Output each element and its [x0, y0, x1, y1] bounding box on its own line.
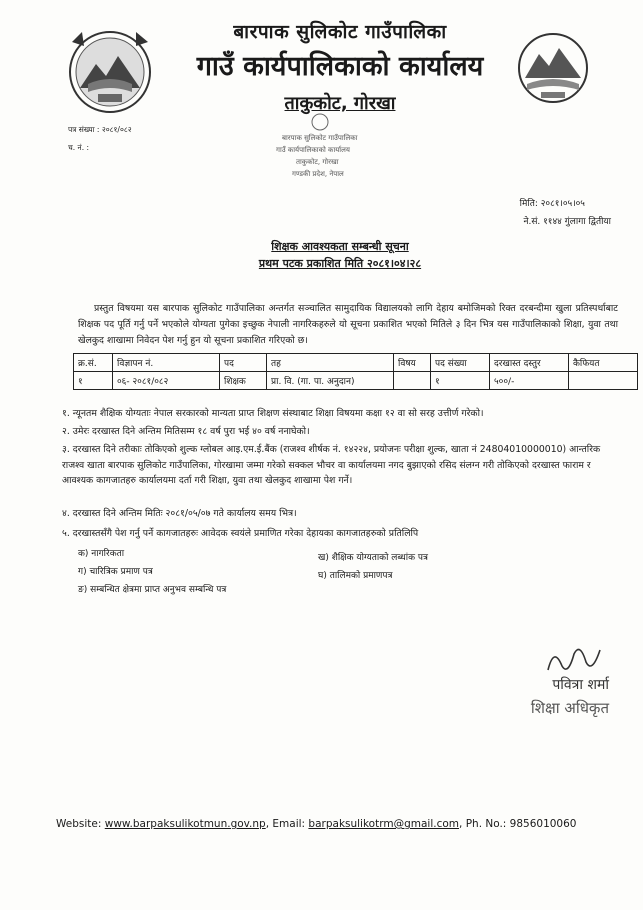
table-header: विज्ञापन नं. — [113, 354, 220, 372]
website-label: Website: — [56, 818, 102, 830]
notice-published-date: प्रथम पटक प्रकाशित मिति २०८१।०४।२८ — [258, 257, 422, 270]
table-cell: ०६- २०८१/०८२ — [113, 372, 220, 390]
table-header-row — [74, 354, 638, 372]
notice-subject — [240, 238, 440, 272]
document-ga: ग) चारित्रिक प्रमाण पत्र — [78, 567, 153, 577]
dispatch-number: च. नं. : — [68, 143, 89, 152]
table-cell: प्रा. वि. (गा. पा. अनुदान) — [267, 372, 394, 390]
table-cell: ५००/- — [490, 372, 569, 390]
municipality-name: बारपाक सुलिकोट गाउँपालिका — [233, 21, 447, 43]
table-row — [74, 372, 638, 390]
document-ka: क) नागरिकता — [78, 549, 125, 559]
point-5: ५. दरखास्तसँगै पेश गर्नु पर्ने कागजातहरुः आवेदक स्वयंले प्रमाणित गरेका देहायका कागजातहरुको प्रतिलिपि — [62, 528, 419, 539]
office-address: ताकुकोट, गोरखा — [284, 93, 396, 114]
table-cell: १ — [431, 372, 490, 390]
table-cell: १ — [74, 372, 113, 390]
table-cell — [394, 372, 431, 390]
table-header: पद संख्या — [431, 354, 490, 372]
phone-number: Ph. No.: 9856010060 — [465, 818, 577, 830]
notice-body: प्रस्तुत विषयमा यस बारपाक सुलिकोट गाउँपालिका अन्तर्गत सञ्चालित सामुदायिक विद्यालयको लागि देहाय बमोजिमको रिक्त दरबन्दीमा खुला प्रतिस्पर्धाबाट शिक्षक पद पूर्ति गर्नु पर्ने भएकोले योग्यता पुगेका इच्छुक नेपाली नागरिकहरुले यो सूचना प्रकाशित भएको मितिले ३ दिन भित्र यस गाउँपालिकाको शिक्षा, युवा तथा खेलकुद शाखामा निवेदन पेश गर्नु हुन यो सूचना प्रकाशित गरिएको छ। — [78, 303, 618, 346]
office-name: गाउँ कार्यपालिकाको कार्यालय — [196, 51, 484, 82]
document-nga: ङ) सम्बन्धित क्षेत्रमा प्राप्त अनुभव सम्बन्धि पत्र — [78, 585, 227, 595]
table-header: क्र.सं. — [74, 354, 113, 372]
table-header: विषय — [394, 354, 431, 372]
vacancy-table — [73, 353, 638, 390]
notice-title: शिक्षक आवश्यकता सम्बन्धी सूचना — [271, 240, 409, 253]
letter-date: मिति: २०८१।०५।०५ — [519, 199, 585, 209]
table-header: कैफियत — [569, 354, 638, 372]
letter-number: पत्र संख्या : २०८१/०८२ — [68, 125, 132, 134]
office-stamp — [268, 110, 372, 186]
document-kha: ख) शैक्षिक योग्यताको लब्धांक पत्र — [318, 553, 428, 563]
municipality-logo — [515, 28, 591, 110]
table-header: तह — [267, 354, 394, 372]
website-link[interactable]: www.barpaksulikotmun.gov.np — [104, 818, 266, 830]
email-link[interactable]: barpaksulikotrm@gmail.com — [308, 818, 460, 830]
table-header: दरखास्त दस्तुर — [490, 354, 569, 372]
stamp-line-1: बारपाक सुलिकोट गाउँपालिका — [282, 134, 358, 142]
table-header: पद — [220, 354, 267, 372]
nepal-emblem-logo — [62, 22, 158, 118]
signature-block — [531, 675, 609, 718]
table-cell: शिक्षक — [220, 372, 267, 390]
handwritten-signature — [540, 640, 610, 680]
footer: Website: www.barpaksulikotmun.gov.np, Email: barpaksulikotrm@gmail.com, Ph. No.: 9856010060 — [56, 818, 577, 830]
point-4: ४. दरखास्त दिने अन्तिम मितिः २०८१/०५/०७ गते कार्यालय समय भित्र। — [62, 508, 297, 519]
nepal-sambat-date: ने.सं. ११४४ गुंलागा द्वितीया — [523, 217, 611, 227]
document-gha: घ) तालिमको प्रमाणपत्र — [318, 571, 393, 581]
stamp-line-4: गण्डकी प्रदेश, नेपाल — [292, 170, 344, 178]
stamp-line-3: ताकुकोट, गोरखा — [296, 158, 339, 166]
signatory-name: पवित्रा शर्मा — [552, 677, 609, 693]
point-3: ३. दरखास्त दिने तरीकाः तोकिएको शुल्क ग्लोबल आइ.एम.ई.बैंक (राजश्व शीर्षक नं. १४२२४, प्रयोजनः परीक्षा शुल्क, खाता नं 24804010000010) आन्तरिक राजश्व खाता बारपाक सुलिकोट गाउँपालिका, गोरखामा जम्मा गरेको सक्कल भौचर वा कार्यालयमा नगद बुझाएको रसिद संलग्न गरी तोकिएको दरखास्त फाराम र आवश्यक कागजातहरु कार्यालयमा दर्ता गरी शिक्षा, युवा तथा खेलकुद शाखामा पेश गर्ने। — [62, 444, 601, 486]
signatory-title: शिक्षा अधिकृत — [530, 699, 609, 717]
stamp-line-2: गाउँ कार्यपालिकाको कार्यालय — [276, 146, 350, 154]
point-2: २. उमेरः दरखास्त दिने अन्तिम मितिसम्म १८ वर्ष पुरा भई ४० वर्ष ननाघेको। — [62, 426, 310, 437]
email-label: Email: — [272, 818, 306, 830]
point-1: १. न्यूनतम शैक्षिक योग्यताः नेपाल सरकारको मान्यता प्राप्त शिक्षण संस्थाबाट शिक्षा विषयमा कक्षा १२ वा सो सरह उत्तीर्ण गरेको। — [62, 408, 484, 419]
table-cell — [569, 372, 638, 390]
